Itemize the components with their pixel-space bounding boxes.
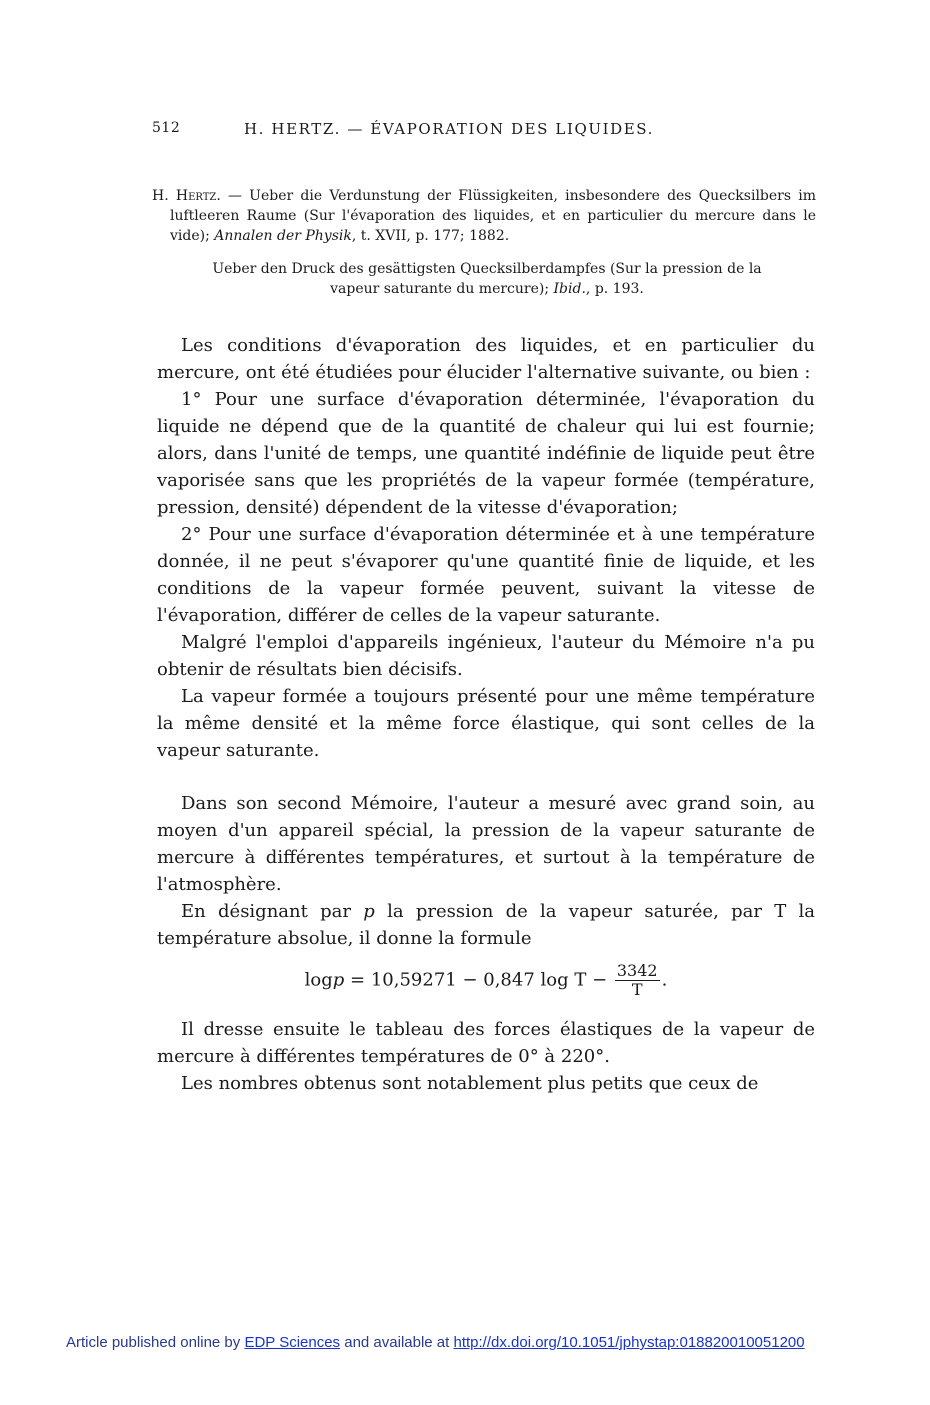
section-gap: [157, 764, 815, 790]
paragraph-numbers: Les nombres obtenus sont notablement plus petits que ceux de: [181, 1073, 759, 1094]
paragraph-vapour: La vapeur formée a toujours présenté pour une même température la même densité et la même force élastique, qui sont celles de la vapeur saturante.: [157, 686, 815, 761]
publisher-link[interactable]: EDP Sciences: [244, 1334, 341, 1351]
bibliographic-references: [152, 186, 816, 299]
formula-log: log: [304, 969, 333, 991]
reference-first-details: , t. XVII, p. 177; 1882.: [351, 228, 510, 244]
formula-variable: p: [332, 969, 345, 991]
variable-p: p: [363, 901, 375, 922]
article-body: [157, 332, 815, 1097]
reference-first: [152, 186, 816, 246]
paragraph-results: Malgré l'emploi d'appareils ingénieux, l'auteur du Mémoire n'a pu obtenir de résultats bien décisifs.: [157, 632, 815, 680]
formula-intro-before: En désignant par: [181, 901, 364, 922]
reference-ibid: Ibid.: [553, 281, 586, 297]
formula: [305, 962, 668, 999]
doi-link[interactable]: http://dx.doi.org/10.1051/jphystap:018820010051200: [453, 1334, 805, 1351]
fraction-numerator: 3342: [616, 961, 658, 980]
header-title: H. HERTZ. — ÉVAPORATION DES LIQUIDES.: [244, 120, 655, 138]
formula-block: [157, 962, 815, 1002]
paragraph-second-memoir: Dans son second Mémoire, l'auteur a mesuré avec grand soin, au moyen d'un appareil spécial, la pression de la vapeur saturante de mercure à différentes températures, et surtout à la température de l'atmosphère.: [157, 793, 815, 895]
page-number: 512: [152, 120, 181, 136]
paragraph-table: Il dresse ensuite le tableau des forces élastiques de la vapeur de mercure à différentes températures de 0° à 220°.: [157, 1019, 815, 1067]
running-head: [152, 120, 832, 142]
paragraph-option-1: 1° Pour une surface d'évaporation déterminée, l'évaporation du liquide ne dépend que de la quantité de chaleur qui lui est fournie; alors, dans l'unité de temps, une quantité indéfinie de liquide peut être vaporisée sans que les propriétés de la vapeur formée (température, pression, densité) dépendent de la vitesse d'évaporation;: [157, 389, 815, 518]
paragraph-intro: Les conditions d'évaporation des liquides, et en particulier du mercure, ont été étudiées pour élucider l'alternative suivante, ou bien :: [157, 335, 815, 383]
formula-end: .: [661, 969, 668, 991]
fraction-denominator: T: [631, 980, 643, 999]
publication-footer: [66, 1334, 866, 1351]
paragraph-option-2: 2° Pour une surface d'évaporation déterminée et à une température donnée, il ne peut s'évaporer qu'une quantité finie de liquide, et les conditions de la vapeur formée peuvent, suivant la vitesse de l'évaporation, différer de celles de la vapeur saturante.: [157, 524, 815, 626]
formula-intro-after: la pression de la vapeur saturée, par T la température absolue, il donne la formule: [157, 901, 815, 949]
formula-fraction: [615, 962, 660, 999]
reference-journal: Annalen der Physik: [214, 228, 352, 244]
footer-middle: and available at: [340, 1334, 454, 1351]
paragraph-formula-intro: [157, 898, 815, 952]
reference-second-details: , p. 193.: [585, 281, 644, 297]
reference-second-text: Ueber den Druck des gesättigsten Quecksilberdampfes (Sur la pression de la vapeur saturante du mercure);: [212, 261, 762, 297]
reference-second: [152, 259, 816, 299]
formula-middle: = 10,59271 − 0,847 log T −: [344, 969, 613, 991]
reference-author: H. Hertz.: [152, 188, 221, 204]
reference-first-text: — Ueber die Verdunstung der Flüssigkeiten, insbesondere des Quecksilbers im luftleeren Raume (Sur l'évaporation des liquides, et en particulier du mercure dans le vide);: [170, 188, 817, 244]
footer-prefix: Article published online by: [66, 1334, 245, 1351]
